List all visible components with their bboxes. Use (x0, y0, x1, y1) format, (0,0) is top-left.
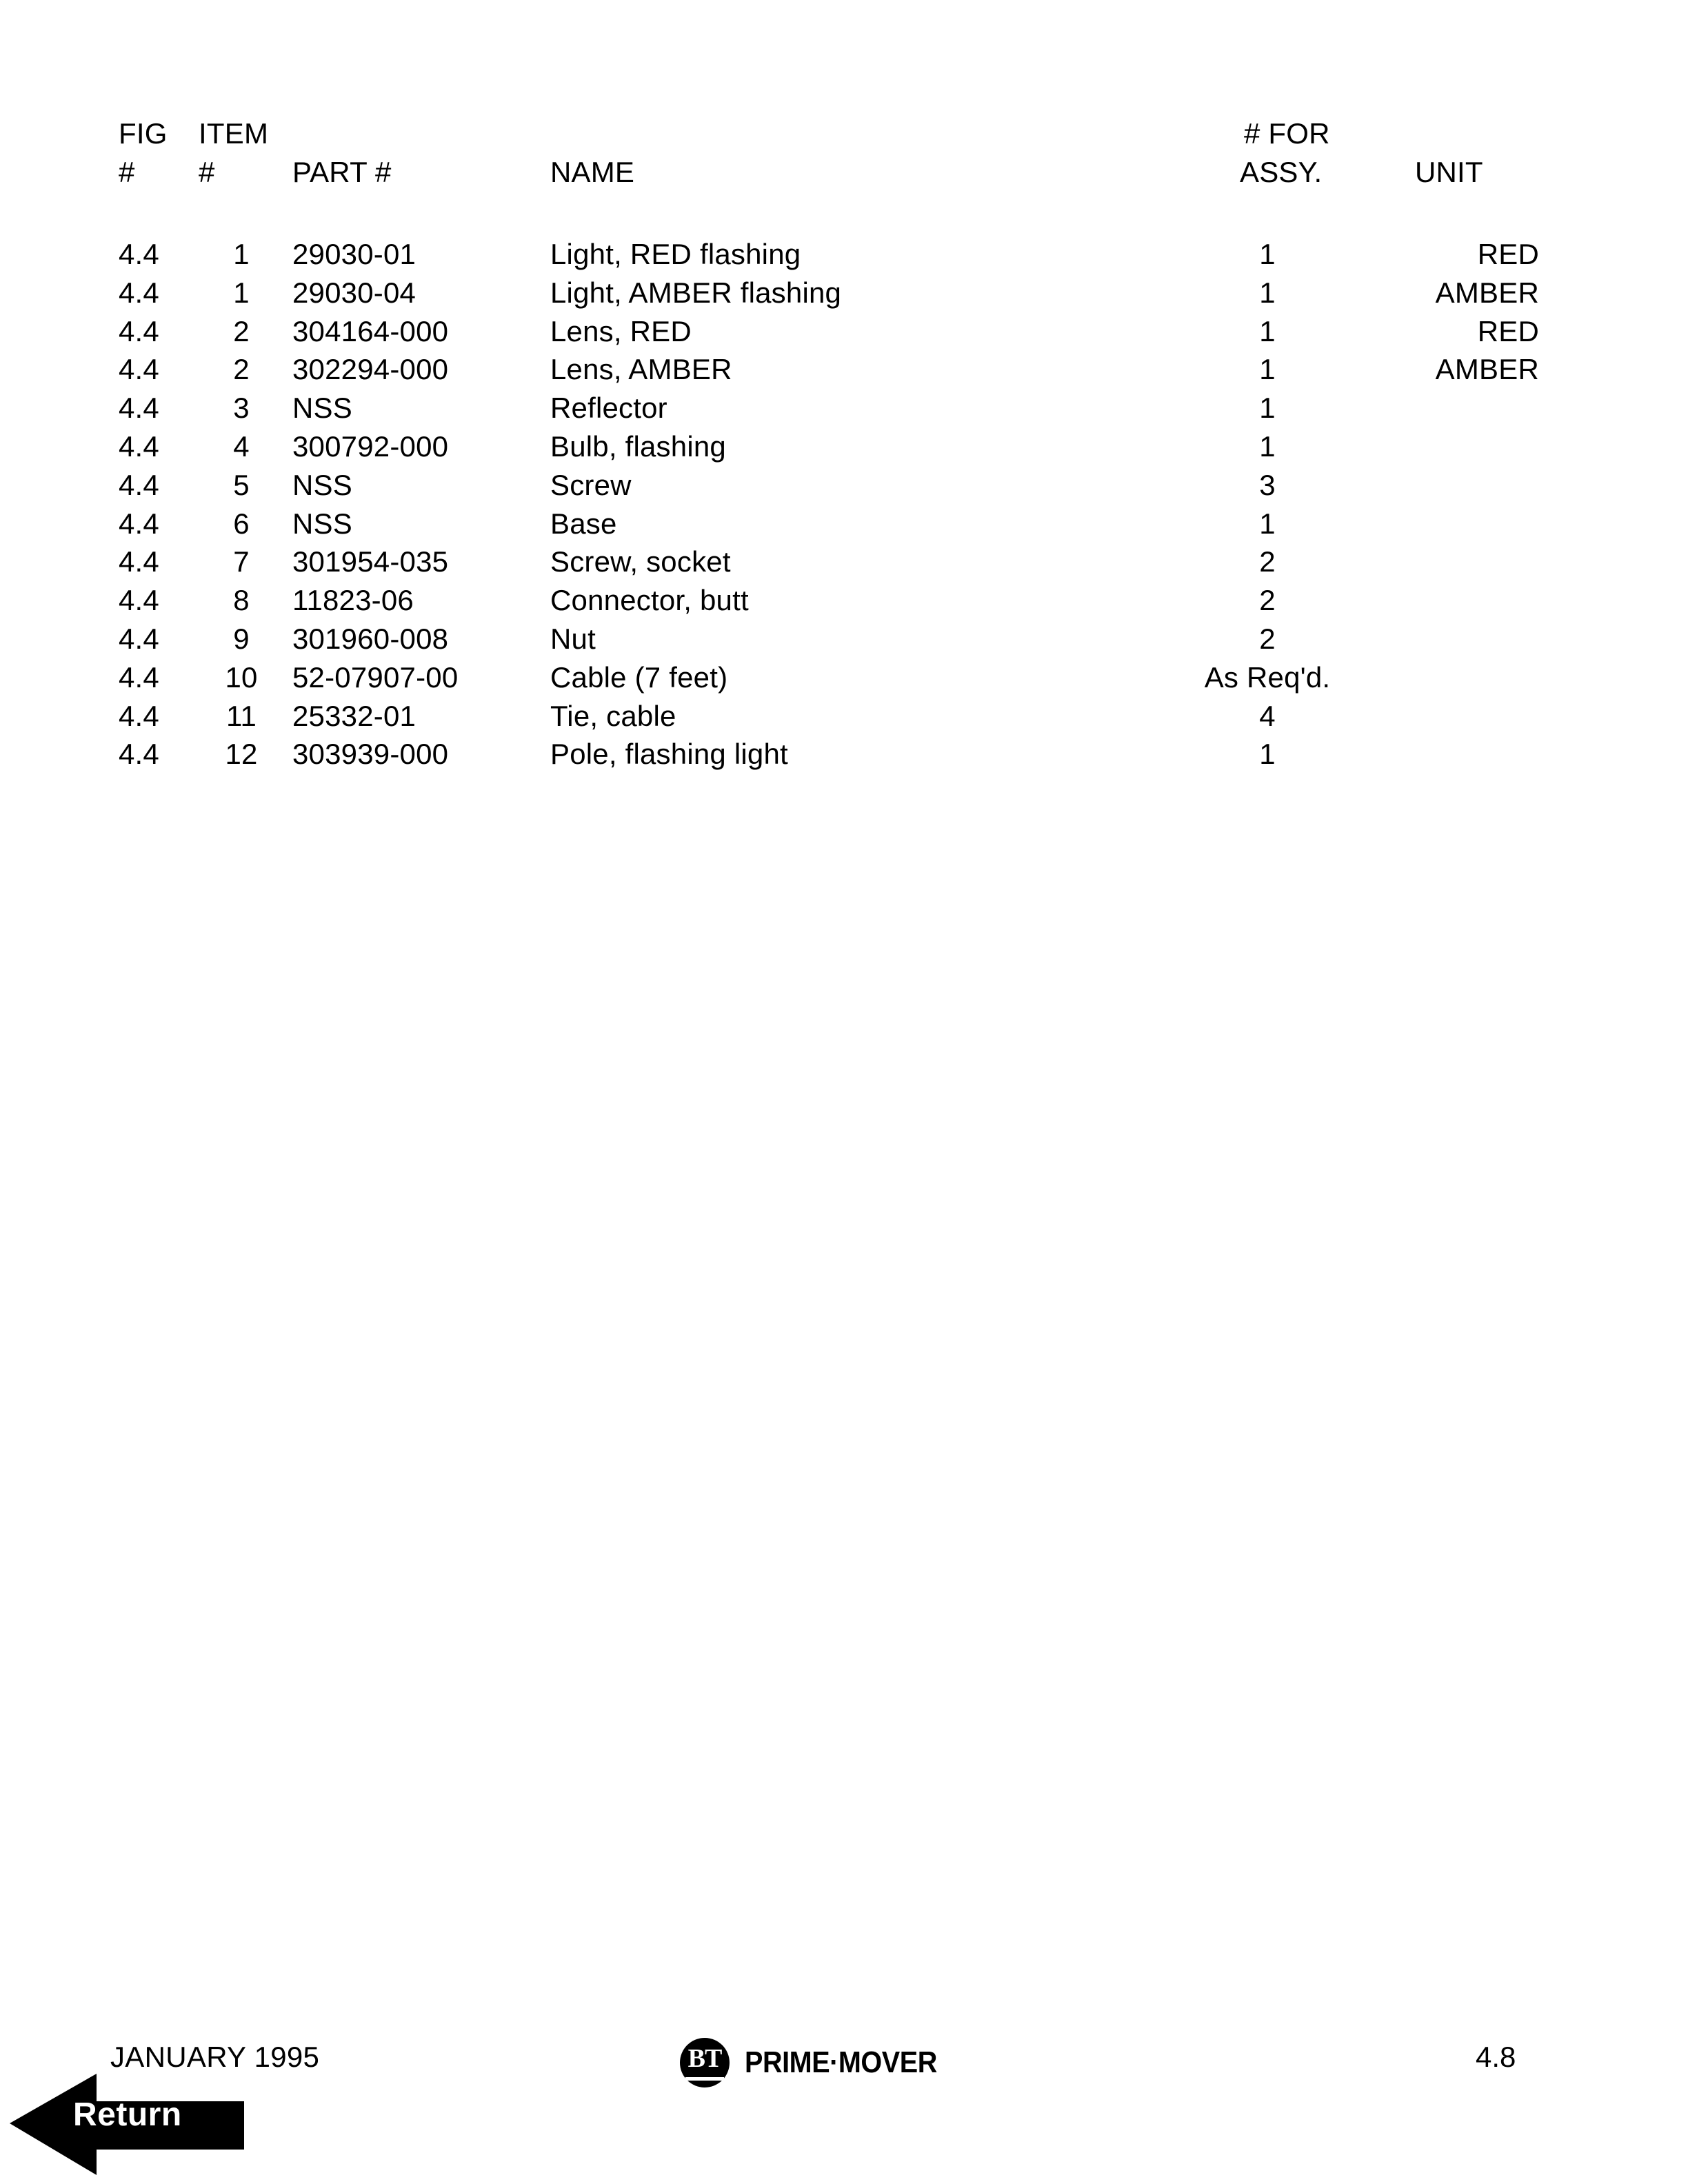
table-row (0, 430, 1688, 469)
bt-roundel-icon (680, 2038, 730, 2087)
cell-fig: 4.4 (119, 660, 159, 694)
cell-part: 300792-000 (292, 430, 449, 463)
table-row (0, 353, 1688, 392)
cell-name: Nut (550, 623, 596, 655)
cell-name: Light, AMBER flashing (550, 276, 842, 309)
cell-fig: 4.4 (119, 699, 159, 732)
cell-fig: 4.4 (119, 738, 159, 771)
cell-item: 10 (225, 660, 258, 694)
cell-assy: 1 (1259, 276, 1276, 309)
brand-name: PRIME·MOVER (745, 2045, 937, 2079)
table-row (0, 276, 1688, 315)
cell-assy: 2 (1259, 584, 1276, 617)
cell-item: 8 (233, 584, 250, 617)
cell-part: 29030-01 (292, 238, 416, 270)
page-number: 4.8 (1476, 2041, 1516, 2073)
cell-name: Connector, butt (550, 584, 749, 617)
cell-part: NSS (292, 507, 352, 540)
cell-name: Reflector (550, 392, 667, 425)
table-row (0, 584, 1688, 623)
cell-item: 6 (233, 507, 250, 540)
cell-part: 302294-000 (292, 353, 449, 386)
table-row (0, 315, 1688, 354)
footer-date: JANUARY 1995 (110, 2041, 320, 2073)
cell-item: 3 (233, 392, 250, 425)
table-row (0, 700, 1688, 738)
cell-name: Cable (7 feet) (550, 660, 728, 694)
header-item-label: ITEM (199, 117, 269, 150)
cell-part: NSS (292, 392, 352, 425)
cell-part: 29030-04 (292, 276, 416, 309)
table-row (0, 623, 1688, 661)
cell-name: Screw, socket (550, 545, 731, 578)
cell-fig: 4.4 (119, 545, 159, 578)
cell-part: NSS (292, 468, 352, 501)
return-button-label: Return (73, 2096, 182, 2133)
table-header-line-1 (0, 117, 1688, 150)
table-row (0, 738, 1688, 776)
return-button[interactable] (10, 2068, 244, 2178)
cell-fig: 4.4 (119, 276, 159, 309)
header-fig-label: FIG (119, 117, 168, 150)
cell-assy: 2 (1259, 545, 1276, 578)
cell-fig: 4.4 (119, 353, 159, 386)
cell-name: Base (550, 507, 617, 540)
cell-assy: 1 (1259, 430, 1276, 463)
table-header-line-2 (0, 156, 1688, 189)
cell-assy: 1 (1259, 314, 1276, 347)
bt-roundel-bar (685, 2077, 724, 2081)
cell-name: Lens, RED (550, 314, 692, 347)
cell-fig: 4.4 (119, 392, 159, 425)
cell-unit: AMBER (1435, 353, 1539, 386)
cell-assy: As Req'd. (1204, 660, 1331, 694)
table-row (0, 507, 1688, 546)
brand-logo (680, 2031, 958, 2094)
cell-name: Pole, flashing light (550, 738, 788, 771)
cell-item: 12 (225, 738, 258, 771)
cell-fig: 4.4 (119, 468, 159, 501)
table-row (0, 469, 1688, 507)
cell-item: 2 (233, 353, 250, 386)
table-row (0, 545, 1688, 584)
cell-fig: 4.4 (119, 584, 159, 617)
cell-unit: AMBER (1435, 276, 1539, 309)
cell-item: 4 (233, 430, 250, 463)
cell-assy: 1 (1259, 738, 1276, 771)
cell-fig: 4.4 (119, 314, 159, 347)
cell-name: Lens, AMBER (550, 353, 732, 386)
cell-item: 5 (233, 468, 250, 501)
cell-part: 11823-06 (292, 584, 414, 617)
header-fig-hash: # (119, 156, 135, 188)
cell-part: 301960-008 (292, 623, 449, 655)
cell-fig: 4.4 (119, 238, 159, 270)
header-assy-label-line2: ASSY. (1240, 156, 1323, 188)
cell-part: 301954-035 (292, 545, 449, 578)
cell-fig: 4.4 (119, 430, 159, 463)
cell-item: 1 (233, 238, 250, 270)
cell-assy: 2 (1259, 623, 1276, 655)
header-assy-label-line1: # FOR (1244, 117, 1330, 150)
cell-item: 11 (226, 699, 257, 732)
cell-part: 25332-01 (292, 699, 416, 732)
cell-part: 303939-000 (292, 738, 449, 771)
header-part-label: PART # (292, 156, 392, 188)
bt-roundel-letters: BT (687, 2044, 722, 2073)
cell-assy: 1 (1259, 392, 1276, 425)
cell-item: 7 (233, 545, 250, 578)
cell-fig: 4.4 (119, 507, 159, 540)
header-item-hash: # (199, 156, 215, 188)
cell-unit: RED (1477, 238, 1539, 270)
header-unit-label: UNIT (1415, 156, 1483, 188)
cell-name: Light, RED flashing (550, 238, 801, 270)
cell-item: 2 (233, 314, 250, 347)
cell-item: 9 (233, 623, 250, 655)
cell-item: 1 (233, 276, 250, 309)
cell-unit: RED (1477, 314, 1539, 347)
table-row (0, 392, 1688, 430)
cell-assy: 1 (1259, 507, 1276, 540)
cell-assy: 4 (1259, 699, 1276, 732)
header-name-label: NAME (550, 156, 635, 188)
cell-part: 304164-000 (292, 314, 449, 347)
cell-name: Bulb, flashing (550, 430, 726, 463)
table-row (0, 238, 1688, 276)
table-row (0, 661, 1688, 700)
cell-assy: 3 (1259, 468, 1276, 501)
cell-name: Tie, cable (550, 699, 676, 732)
cell-assy: 1 (1259, 353, 1276, 386)
cell-assy: 1 (1259, 238, 1276, 270)
cell-fig: 4.4 (119, 623, 159, 655)
cell-name: Screw (550, 468, 632, 501)
cell-part: 52-07907-00 (292, 660, 459, 694)
